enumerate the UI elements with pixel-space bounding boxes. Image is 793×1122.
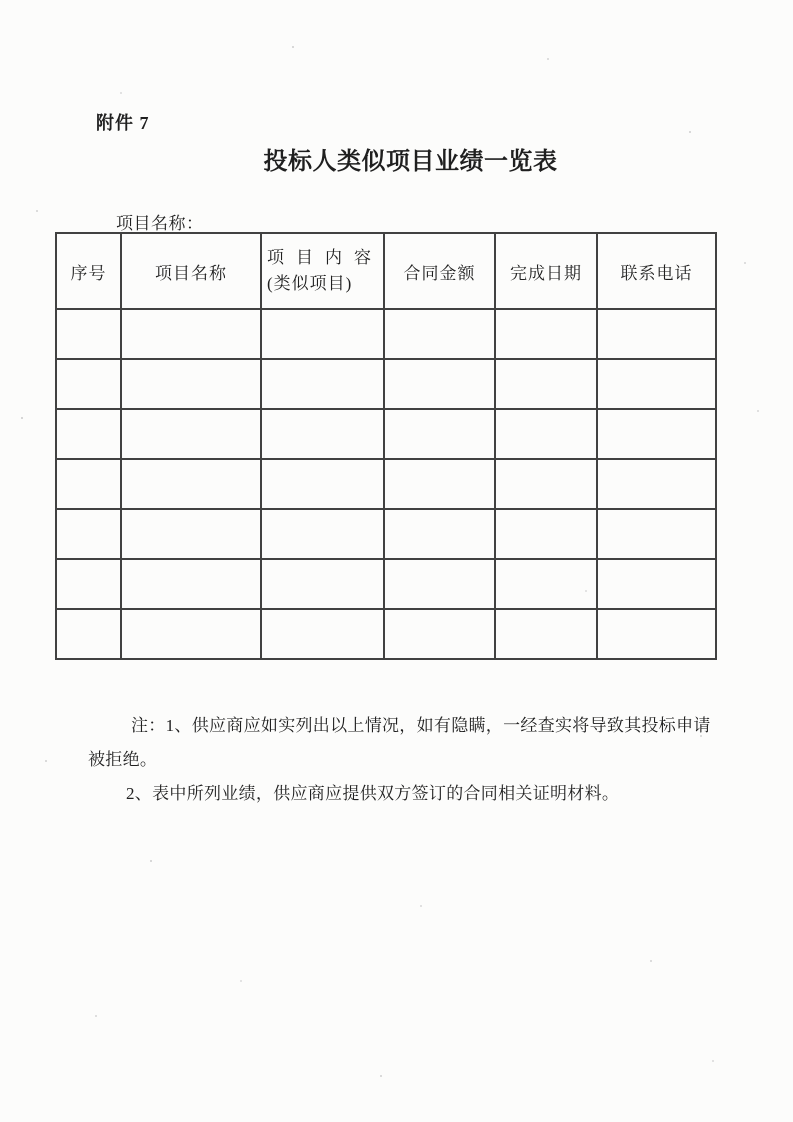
table-row [56, 359, 716, 409]
empty-cell [384, 359, 495, 409]
header-cell-project-content-line2: (类似项目) [267, 274, 353, 293]
performance-table [55, 232, 717, 660]
empty-cell [261, 609, 384, 659]
table-row [56, 559, 716, 609]
header-cell-project-content [261, 233, 384, 309]
page-title: 投标人类似项目业绩一览表 [263, 149, 558, 175]
empty-cell [56, 559, 121, 609]
empty-cell [56, 409, 121, 459]
empty-cell [384, 559, 495, 609]
header-cell-contact-phone: 联系电话 [597, 233, 716, 309]
empty-cell [261, 509, 384, 559]
empty-cell [597, 359, 716, 409]
empty-cell [56, 309, 121, 359]
empty-cell [121, 409, 261, 459]
table-row [56, 409, 716, 459]
empty-cell [56, 609, 121, 659]
table-row [56, 609, 716, 659]
attachment-label: 附件 7 [96, 113, 150, 133]
header-cell-project-name: 项目名称 [121, 233, 261, 309]
empty-cell [597, 559, 716, 609]
empty-cell [384, 309, 495, 359]
empty-cell [261, 409, 384, 459]
header-cell-serial-number: 序号 [56, 233, 121, 309]
empty-cell [121, 309, 261, 359]
header-cell-project-content-line1: 项目内容 [267, 248, 383, 267]
table-row [56, 459, 716, 509]
empty-cell [597, 609, 716, 659]
empty-cell [495, 309, 597, 359]
empty-cell [495, 359, 597, 409]
empty-cell [121, 609, 261, 659]
empty-cell [495, 459, 597, 509]
empty-cell [384, 459, 495, 509]
empty-cell [261, 459, 384, 509]
empty-cell [495, 559, 597, 609]
header-cell-contract-amount: 合同金额 [384, 233, 495, 309]
empty-cell [597, 459, 716, 509]
empty-cell [56, 509, 121, 559]
table-row [56, 309, 716, 359]
empty-cell [121, 559, 261, 609]
scan-noise [0, 0, 2, 2]
empty-cell [121, 359, 261, 409]
note-line-2: 被拒绝。 [88, 750, 158, 769]
empty-cell [384, 409, 495, 459]
empty-cell [495, 609, 597, 659]
table-body [56, 309, 716, 659]
empty-cell [495, 409, 597, 459]
empty-cell [261, 559, 384, 609]
empty-cell [261, 359, 384, 409]
note-line-1: 注：1、供应商应如实列出以上情况，如有隐瞒，一经查实将导致其投标申请 [131, 716, 711, 735]
notes [88, 709, 736, 811]
empty-cell [121, 509, 261, 559]
project-name-label: 项目名称： [116, 214, 204, 233]
empty-cell [384, 509, 495, 559]
empty-cell [261, 309, 384, 359]
table-row [56, 509, 716, 559]
empty-cell [121, 459, 261, 509]
note-line-3: 2、表中所列业绩，供应商应提供双方签订的合同相关证明材料。 [126, 784, 620, 803]
header-cell-completion-date: 完成日期 [495, 233, 597, 309]
empty-cell [56, 459, 121, 509]
empty-cell [495, 509, 597, 559]
empty-cell [384, 609, 495, 659]
empty-cell [56, 359, 121, 409]
table-header-row [56, 233, 716, 309]
empty-cell [597, 409, 716, 459]
empty-cell [597, 509, 716, 559]
empty-cell [597, 309, 716, 359]
